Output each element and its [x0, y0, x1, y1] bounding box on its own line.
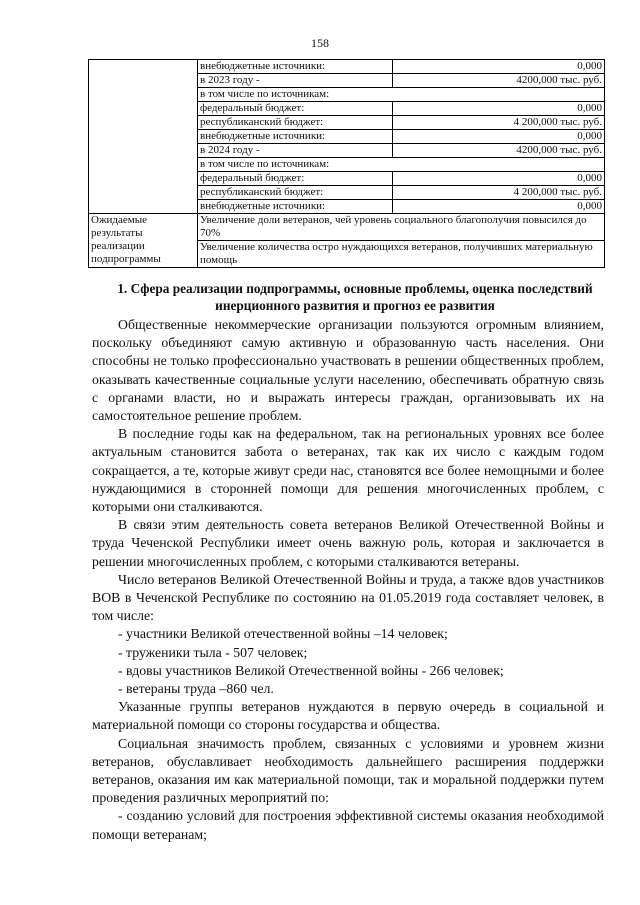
row-label: федеральный бюджет: [198, 172, 393, 186]
list-item: - труженики тыла - 507 человек; [118, 644, 308, 660]
row-amount: 0,000 [393, 102, 605, 116]
paragraph: В связи этим деятельность совета ветеранов Великой Отечественной Войны и труда Чеченской Республики имеет очень важную роль, которая и заключается в решении многочисленных проблем, с которыми сталкиваются ветераны. [92, 517, 604, 569]
paragraph: Указанные группы ветеранов нуждаются в первую очередь в социальной и материальной помощи со стороны государства и общества. [92, 699, 604, 733]
row-label: республиканский бюджет: [198, 116, 393, 130]
row-amount: 0,000 [393, 130, 605, 144]
row-label: федеральный бюджет: [198, 102, 393, 116]
expected-result-item: Увеличение доли ветеранов, чей уровень социального благополучия повысился до 70% [198, 214, 605, 241]
body-text [92, 316, 604, 844]
paragraph: В последние годы как на федеральном, так на региональных уровнях все более актуальным становится забота о ветеранах, так как их число с каждым годом сокращается, а те, которые живут среди нас, становятся все более немощными и более нуждающимися в сторонней помощи для решения многочисленных проблем, с которыми они сталкиваются. [92, 426, 604, 515]
row-label: в 2024 году - [198, 144, 393, 158]
row-amount: 4 200,000 тыс. руб. [393, 186, 605, 200]
row-label: внебюджетные источники: [198, 60, 393, 74]
budget-table [88, 59, 605, 268]
row-amount: 0,000 [393, 60, 605, 74]
row-label: внебюджетные источники: [198, 200, 393, 214]
row-amount: 0,000 [393, 200, 605, 214]
paragraph: Социальная значимость проблем, связанных с условиями и уровнем жизни ветеранов, обуславливает необходимость дальнейшего расширения поддержки ветеранов, оказания им как материальной помощи, так и моральной поддержки путем проведения различных мероприятий по: [92, 735, 604, 806]
list-item: - вдовы участников Великой Отечественной войны - 266 человек; [118, 662, 504, 678]
empty-cell [89, 60, 198, 214]
list-item: - ветераны труда –860 чел. [118, 681, 274, 697]
row-amount: 0,000 [393, 172, 605, 186]
list-item: - участники Великой отечественной войны –14 человек; [118, 626, 448, 642]
paragraph: Число ветеранов Великой Отечественной Войны и труда, а также вдов участников ВОВ в Чеченской Республике по состоянию на 01.05.2019 года составляет человек, в том числе: [92, 571, 604, 624]
row-amount: 4200,000 тыс. руб. [393, 144, 605, 158]
row-label: республиканский бюджет: [198, 186, 393, 200]
table-row [89, 214, 605, 241]
row-label: в том числе по источникам: [198, 88, 605, 102]
row-label: в 2023 году - [198, 74, 393, 88]
row-amount: 4200,000 тыс. руб. [393, 74, 605, 88]
row-label: внебюджетные источники: [198, 130, 393, 144]
table-row [89, 60, 605, 74]
expected-result-item: Увеличение количества остро нуждающихся ветеранов, получивших материальную помощь [198, 241, 605, 268]
row-amount: 4 200,000 тыс. руб. [393, 116, 605, 130]
expected-results-label: Ожидаемые результаты реализации подпрограммы [89, 214, 198, 268]
page-number: 158 [311, 36, 329, 50]
paragraph: Общественные некоммерческие организации пользуются огромным влиянием, поскольку объединяют самую активную и образованную часть населения. Они способны не только профессионально участвовать в решении общественных проблем, оказывать качественные социальные услуги населению, обеспечивать обратную связь с органами власти, но и выражать интересы граждан, организовывать их на самостоятельное решение проблем. [92, 317, 604, 424]
row-label: в том числе по источникам: [198, 158, 605, 172]
list-item: - созданию условий для построения эффективной системы оказания необходимой помощи ветеранам; [92, 808, 604, 842]
section-heading: 1. Сфера реализации подпрограммы, основные проблемы, оценка последствий инерционного развития и прогноз ее развития [117, 281, 593, 313]
